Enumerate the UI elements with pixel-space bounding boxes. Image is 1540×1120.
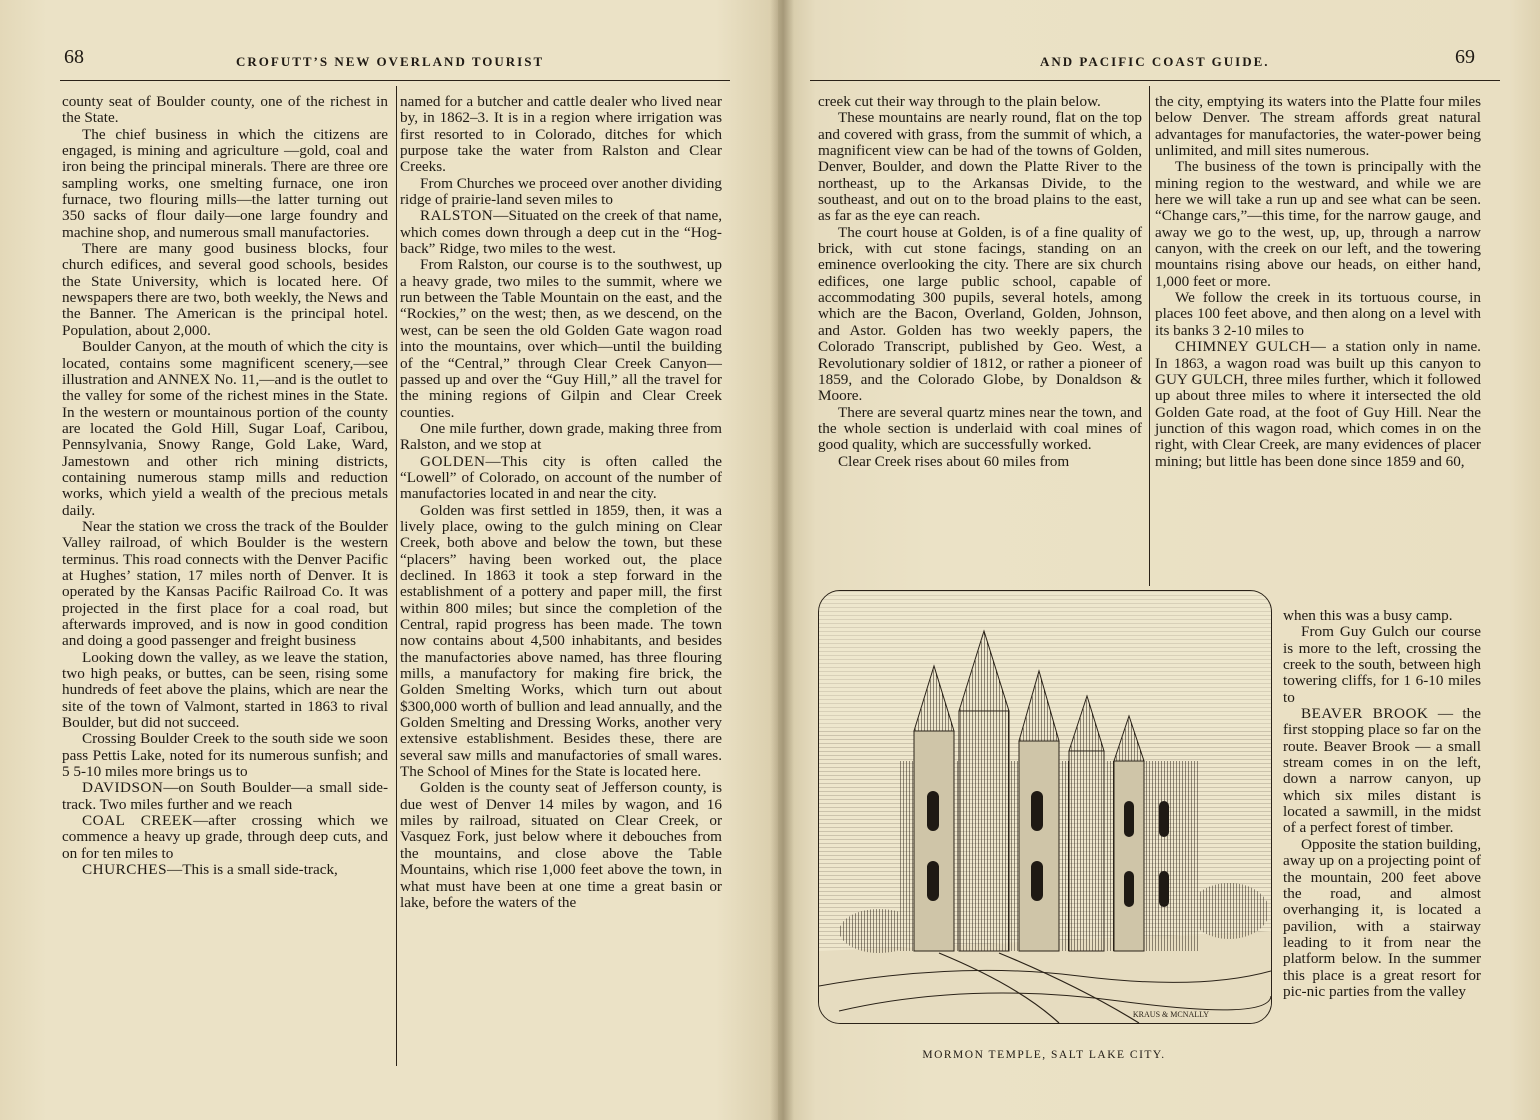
paragraph-text: county seat of Boulder county, one of the richest in the State. [62,93,388,127]
illustration-mormon-temple [818,590,1272,1024]
temple-engraving [819,591,1271,1023]
station-name: CHIMNEY GULCH [1175,338,1311,356]
column-rule [1149,86,1150,586]
paragraph [400,257,722,420]
paragraph [1283,624,1481,706]
paragraph-text: named for a butcher and cattle dealer who lived near by, in 1862–3. It is in a region where irrigation was first resorted to in Colorado, ditches for which purpose take the water from Ralston and Clear Creeks. [400,93,722,176]
paragraph [818,454,1142,470]
left-page-header [64,46,729,80]
header-rule [810,80,1500,81]
paragraph-text: —This is a small side-track, [167,861,338,879]
paragraph [1155,159,1481,290]
paragraph-text: There are several quartz mines near the town, and the whole section is underlaid with coal mines of good quality, which are successfully worked. [818,403,1142,454]
paragraph [400,94,722,176]
paragraph [818,405,1142,454]
right-page-header [1040,46,1500,80]
paragraph [1283,608,1481,624]
paragraph [1155,290,1481,339]
paragraph-text: —after crossing which we commence a heavy up grade, through deep cuts, and on for ten miles to [62,812,388,862]
paragraph-text: — a station only in name. In 1863, a wagon road was built up this canyon to GUY GULCH, three miles further, which it followed up about three miles to where it intersected the old Golden Gate road, at the foot of Guy Hill. Near the junction of this wagon road, which comes in on the right, with Clear Creek, are many evidences of placer mining; but little has been done since 1859 and 60, [1155,338,1481,470]
paragraph [400,176,722,209]
paragraph-text: Near the station we cross the track of the Boulder Valley railroad, of which Boulder is the western terminus. This road connects with the Denver Pacific at Hughes’ station, 17 miles north of Denver. It is operated by the Kansas Pacific Railroad Co. It was projected in the first place for a coal road, but afterwards improved, and is now in good condition and doing a good passenger and freight business [62,517,388,650]
paragraph-text: when this was a busy camp. [1283,607,1453,624]
paragraph-text: Looking down the valley, as we leave the station, two high peaks, or buttes, can be seen, rising some hundreds of feet above the plains, which are near the site of the town of Valmont, started in 1863 to rival Boulder, but did not succeed. [62,648,388,732]
paragraph [400,503,722,781]
engraver-signature: KRAUS & MCNALLY [1132,1010,1209,1019]
paragraph [1283,837,1481,1000]
paragraph-text: Clear Creek rises about 60 miles from [838,452,1070,470]
paragraph-text: The business of the town is principally with the mining region to the westward, and while we are here we will take a run up and see what can be seen. “Change cars,”—this time, for the narrow gauge, and away we go to the west, up, up, through a narrow canyon, with the creek on our left, and the towering mountains rising above our heads, on either hand, 1,000 feet or more. [1155,158,1481,290]
paragraph [818,225,1142,405]
text-column [62,94,388,879]
paragraph [62,94,388,127]
paragraph [62,339,388,519]
paragraph-text: — the first stopping place so far on the route. Beaver Brook — a small stream comes in on the left, down a narrow canyon, up which six miles distant is located a sawmill, in the midst of a perfect forest of timber. [1283,705,1481,837]
paragraph-text: From Churches we proceed over another dividing ridge of prairie-land seven miles to [400,174,722,209]
paragraph-text: Opposite the station building, away up on a projecting point of the mountain, 200 feet above the road, and almost overhanging it, is located a pavilion, with a stairway leading to it from near the platform below. In the summer this place is a great resort for pic-nic parties from the valley [1283,835,1481,1000]
paragraph-text: One mile further, down grade, making three from Ralston, and we stop at [400,419,722,454]
paragraph-text: —This city is often called the “Lowell” of Colorado, on account of the number of manufactories located in and near the city. [400,452,722,503]
text-column [818,94,1142,470]
paragraph [1155,339,1481,470]
running-head: CROFUTT’S NEW OVERLAND TOURIST [236,54,545,69]
paragraph [62,862,388,878]
text-column [1155,94,1481,470]
paragraph [818,110,1142,224]
paragraph-text: Golden is the county seat of Jefferson county, is due west of Denver 14 miles by wagon, and 16 miles by railroad, situated on Clear Creek, or Vasquez Fork, just below where it debouches from the mountains, and close above the Table Mountains, which rise 1,000 feet above the town, in what must have been at one time a great basin or lake, before the waters of the [400,779,722,911]
column-rule [396,86,397,1066]
paragraph-text: —on South Boulder—a small side-track. Two miles further and we reach [62,779,388,813]
gutter-shadow [770,0,794,1120]
header-rule [60,80,730,81]
paragraph [62,241,388,339]
paragraph-text: Crossing Boulder Creek to the south side we soon pass Pettis Lake, noted for its numerous sunfish; and 5 5-10 miles more brings us to [62,730,388,781]
running-head: AND PACIFIC COAST GUIDE. [1040,54,1270,69]
paragraph-text: Golden was first settled in 1859, then, it was a lively place, owing to the gulch mining on Clear Creek, both above and below the town, but these “placers” having been worked out, the place declined. In 1863 it took a step forward in the establishment of a pottery and paper mill, the first within 800 miles; but since the completion of the Central, rapid progress has been made. The town now contains about 4,500 inhabitants, and besides the manufactories above named, has three flouring mills, a manufactory for making fire brick, the Golden Smelting Works, which turn out about $300,000 worth of bullion and lead annually, and the Golden Smelting and Dressing Works, another very extensive establishment. Besides these, there are several saw mills and manufactories of small wares. The School of Mines for the State is located here. [400,501,722,781]
paragraph-text: —Situated on the creek of that name, which comes down through a deep cut in the “Hog-back” Ridge, two miles to the west. [400,207,722,258]
paragraph [400,421,722,454]
text-column [400,94,722,911]
paragraph-text: From Guy Gulch our course is more to the left, crossing the creek to the south, between high towering cliffs, for 1 6-10 miles to [1283,623,1481,706]
paragraph-text: the city, emptying its waters into the Platte four miles below Denver. The stream affords great natural advantages for manufactories, the water-power being unlimited, and mill sites numerous. [1155,93,1481,160]
paragraph [400,208,722,257]
station-name: GOLDEN [420,452,486,470]
paragraph-text: From Ralston, our course is to the southwest, up a heavy grade, two miles to the summit, where we run between the Table Mountain on the east, and the “Rockies,” on the west; then, as we descend, on the west, can be seen the old Golden Gate wagon road into the mountains, over which—until the building of the “Central,” through Clear Creek Canyon—passed up and over the “Guy Hill,” all the travel for the mining regions of Gilpin and Clear Creek counties. [400,256,722,421]
paragraph-text: The court house at Golden, is of a fine quality of brick, with cut stone facings, standing on an eminence overlooking the city. There are six church edifices, one large public school, capable of accommodating 300 pupils, several hotels, among which are the Bacon, Overland, Golden, Johnson, and Astor. Golden has two weekly papers, the Colorado Transcript, published by Geo. West, a Revolutionary soldier of 1812, or rather a pioneer of 1859, and the Colorado Globe, by Donaldson & Moore. [818,223,1142,405]
page-number: 69 [1455,46,1475,68]
station-name: COAL CREEK [82,812,194,830]
paragraph [62,127,388,241]
paragraph [62,813,388,862]
figure-caption: MORMON TEMPLE, SALT LAKE CITY. [922,1049,1166,1061]
text-column-wrap [1283,608,1481,1000]
paragraph [62,731,388,780]
paragraph-text: We follow the creek in its tortuous course, in places 100 feet above, and then along on a level with its banks 3 2-10 miles to [1155,289,1481,339]
paragraph-text: There are many good business blocks, four church edifices, and several good schools, besides the State University, which is located here. Of newspapers there are two, both weekly, the News and the Banner. The American is the principal hotel. Population, about 2,000. [62,240,388,339]
paragraph [62,519,388,650]
paragraph [400,780,722,911]
paragraph-text: These mountains are nearly round, flat on the top and covered with grass, from the summit of which, a magnificent view can be had of the towns of Golden, Denver, Boulder, and down the Platte River to the northeast, up to the Arkansas Divide, to the southeast, and out on to the broad plains to the east, as far as the eye can reach. [818,109,1142,225]
paragraph-text: The chief business in which the citizens are engaged, is mining and agriculture —gold, coal and iron being the principal minerals. There are three ore sampling works, one smelting furnace, one iron furnace, two flouring mills—the latter turning out 350 sacks of flour daily—one large foundry and machine shop, and numerous small manufactories. [62,125,388,241]
station-name: DAVIDSON [82,779,164,797]
paragraph [62,780,388,813]
paragraph [62,650,388,732]
page-number: 68 [64,46,84,68]
station-name: RALSTON [420,207,494,225]
station-name: BEAVER BROOK [1301,705,1429,723]
paragraph-text: creek cut their way through to the plain below. [818,93,1101,110]
paragraph [400,454,722,503]
paragraph [1155,94,1481,159]
station-name: CHURCHES [82,861,168,879]
paragraph [818,94,1142,110]
paragraph-text: Boulder Canyon, at the mouth of which the city is located, contains some magnificent scenery,—see illustration and ANNEX No. 11,—and is the outlet to the valley for some of the richest mines in the State. In the western or mountainous portion of the county are located the Gold Hill, Sugar Loaf, Caribou, Pennsylvania, Snowy Range, Gold Lake, Ward, Jamestown and other rich mining districts, containing numerous stamp mills and reduction works, which yield a wealth of the precious metals daily. [62,338,388,519]
paragraph [1283,706,1481,837]
